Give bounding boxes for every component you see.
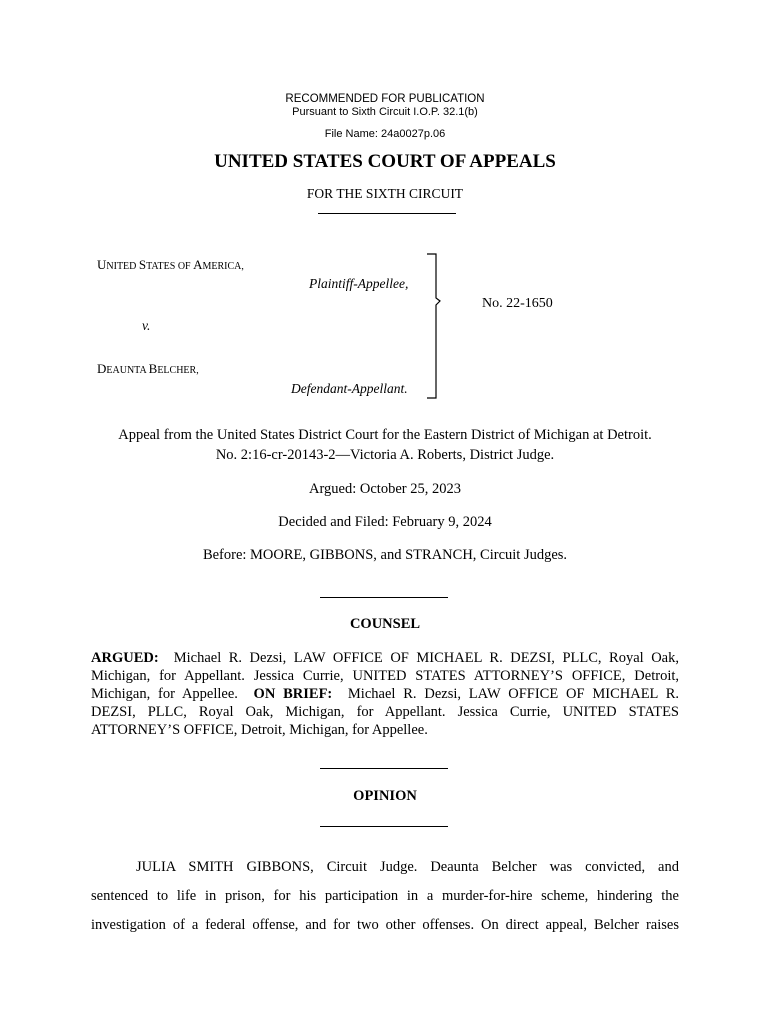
counsel-line: Michigan, for Appellee. ON BRIEF: Michael R. Dezsi, LAW OFFICE OF MICHAEL R.: [91, 686, 679, 702]
decided-date: Decided and Filed: February 9, 2024: [278, 514, 492, 530]
counsel-rule: [320, 597, 448, 598]
file-name: File Name: 24a0027p.06: [324, 128, 446, 140]
panel-judges: Before: MOORE, GIBBONS, and STRANCH, Circuit Judges.: [202, 547, 568, 563]
case-number: No. 22-1650: [482, 296, 553, 311]
plaintiff-role: Plaintiff-Appellee,: [309, 276, 409, 291]
argued-date: Argued: October 25, 2023: [309, 481, 461, 497]
opinion-line: sentenced to life in prison, for his participation in a murder-for-hire scheme, hindering the: [91, 888, 679, 904]
appeal-line-1: Appeal from the United States District Court for the Eastern District of Michigan at Detroit.: [118, 427, 652, 443]
counsel-paragraph: [91, 649, 679, 739]
iop-notice: Pursuant to Sixth Circuit I.O.P. 32.1(b): [292, 106, 478, 118]
opinion-paragraph: [91, 853, 679, 940]
opinion-heading: OPINION: [353, 788, 417, 804]
caption-bracket: [425, 250, 449, 402]
title-rule: [318, 213, 456, 214]
versus: v.: [142, 318, 151, 333]
counsel-heading: COUNSEL: [349, 616, 421, 632]
circuit-name: FOR THE SIXTH CIRCUIT: [306, 186, 464, 201]
counsel-line: Michigan, for Appellant. Jessica Currie, UNITED STATES ATTORNEY’S OFFICE, Detroit,: [91, 668, 679, 684]
publication-notice: RECOMMENDED FOR PUBLICATION: [285, 93, 485, 105]
counsel-line: ATTORNEY’S OFFICE, Detroit, Michigan, for Appellee.: [91, 722, 428, 738]
appeal-line-2: No. 2:16-cr-20143-2—Victoria A. Roberts, District Judge.: [215, 447, 555, 463]
defendant-role: Defendant-Appellant.: [291, 381, 408, 396]
opinion-rule-bottom: [320, 826, 448, 827]
plaintiff-name: UNITED STATES OF AMERICA,: [97, 257, 244, 272]
counsel-line: ARGUED: Michael R. Dezsi, LAW OFFICE OF MICHAEL R. DEZSI, PLLC, Royal Oak,: [91, 650, 679, 666]
opinion-line: investigation of a federal offense, and for two other offenses. On direct appeal, Belcher raises: [91, 917, 679, 933]
court-title: UNITED STATES COURT OF APPEALS: [214, 151, 556, 172]
counsel-line: DEZSI, PLLC, Royal Oak, Michigan, for Appellant. Jessica Currie, UNITED STATES: [91, 704, 679, 720]
opinion-line: JULIA SMITH GIBBONS, Circuit Judge. Deaunta Belcher was convicted, and: [136, 859, 679, 875]
opinion-rule-top: [320, 768, 448, 769]
defendant-name: DEAUNTA BELCHER,: [97, 361, 199, 376]
